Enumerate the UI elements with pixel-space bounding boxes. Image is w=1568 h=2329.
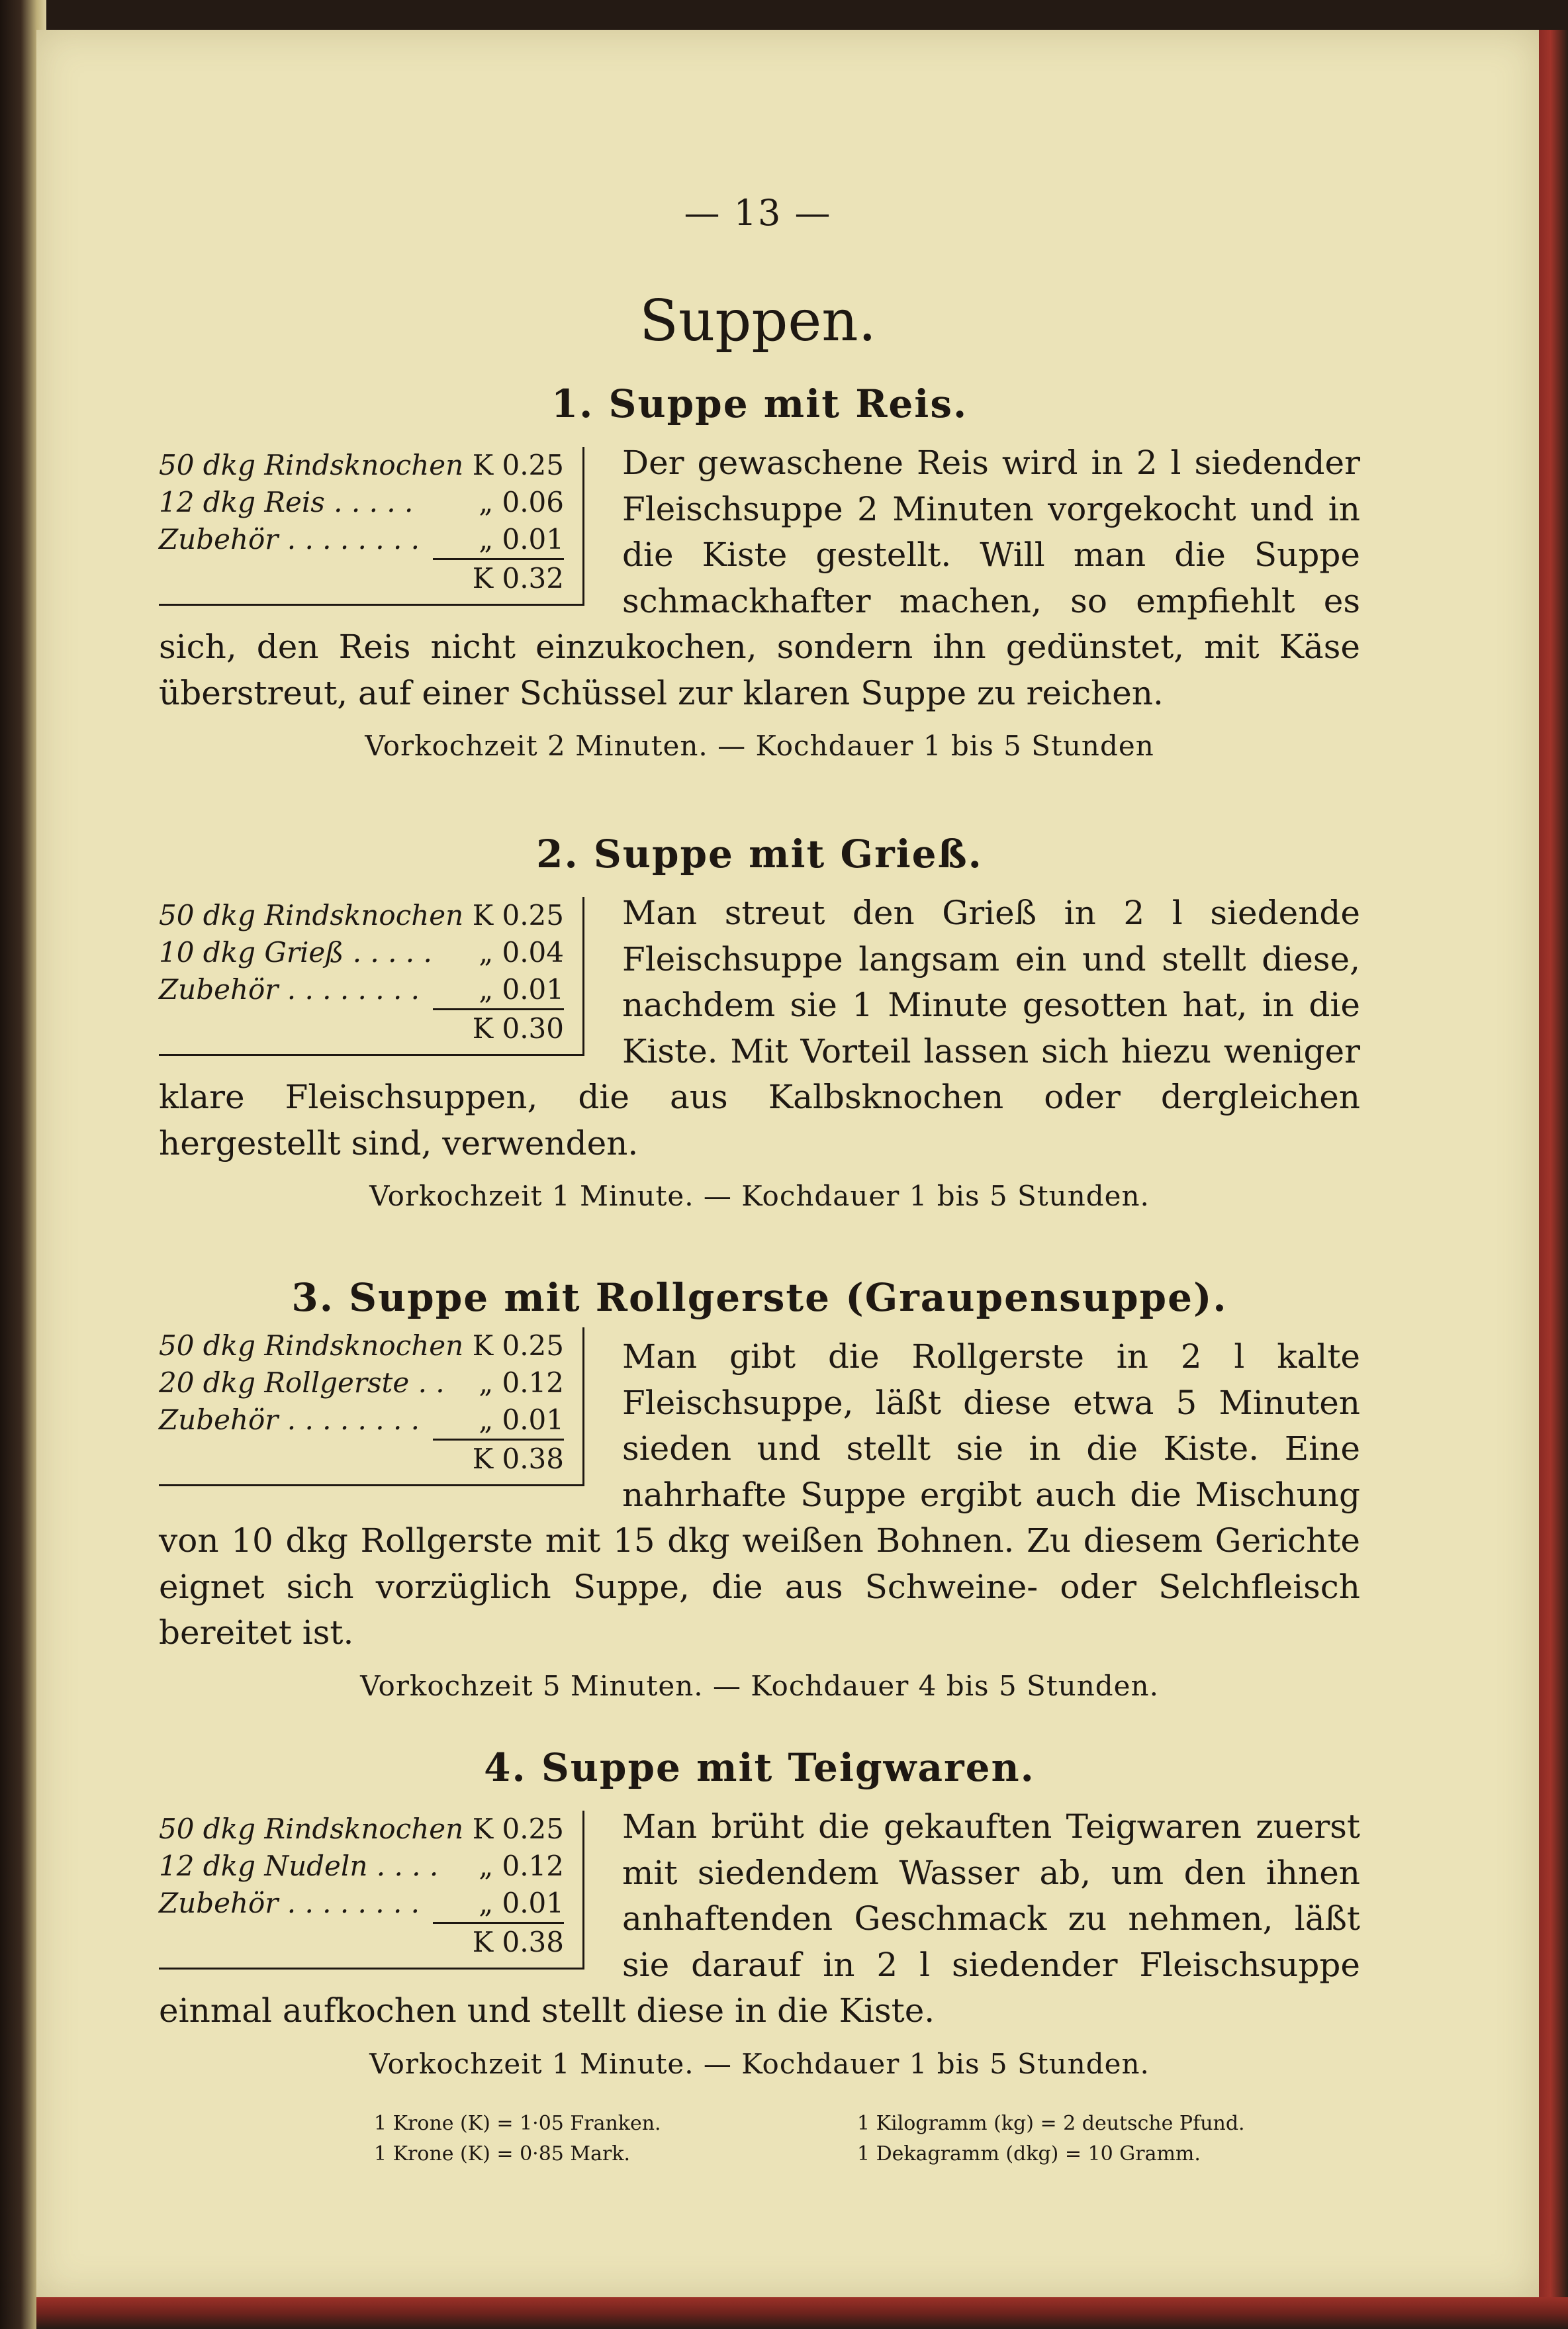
ingredient-cost: K 0.25 [472,449,564,481]
ingredient-cost: „ 0.04 [479,936,564,969]
cooking-time-note: Vorkochzeit 1 Minute. — Kochdauer 1 bis 5 Stunden. [369,1180,1150,1212]
ingredient-row [159,1811,582,1848]
total-cost: K 0.32 [433,558,564,597]
cooking-time-note: Vorkochzeit 2 Minuten. — Kochdauer 1 bis 5 Stunden [365,730,1154,762]
recipe-text-content: Man streut den Grieß in 2 l siedende Fleischsuppe langsam ein und stellt diese, nachdem sie 1 Minute gesotten hat, in die Kiste. Mit Vorteil lassen sich hiezu weniger klare Fleischsuppen, die aus Kalbsknochen oder dergleichen hergestellt sind, verwenden. [159,894,1360,1163]
footnote-kilogramm: 1 Kilogramm (kg) = 2 deutsche Pfund. [857,2112,1245,2135]
ingredient-name: 10 dkg Grieß . . . . . [159,936,432,969]
ingredient-total [159,1008,582,1047]
recipe-3 [159,1268,1360,1702]
ingredient-row [159,1402,582,1439]
ingredient-total [159,1922,582,1961]
ingredients-box [159,1327,584,1486]
recipe-title: 4. Suppe mit Teigwaren. [484,1745,1035,1790]
ingredient-cost: K 0.25 [472,899,564,931]
ingredient-name: 50 dkg Rindsknochen [159,1813,464,1845]
recipe-text-content: Man gibt die Rollgerste in 2 l kalte Fleischsuppe, läßt diese etwa 5 Minuten sieden und stellt sie in die Kiste. Eine nahrhafte Suppe ergibt auch die Mischung von 10 dkg Rollgerste mit 15 dkg weißen Bohnen. Zu diesem Gerichte eignet sich vorzüglich Suppe, die aus Schweine- oder Selchfleisch bereitet ist. [159,1337,1360,1652]
ingredient-name: 50 dkg Rindsknochen [159,449,464,481]
footnote-krone-franken: 1 Krone (K) = 1·05 Franken. [374,2112,661,2135]
book-page [36,30,1539,2297]
ingredient-name: Zubehör . . . . . . . . [159,973,420,1006]
ingredient-cost: „ 0.06 [479,486,564,518]
recipe-4 [159,1738,1360,2080]
ingredients-box [159,447,584,606]
chapter-title: Suppen. [639,288,877,354]
ingredient-row [159,1885,582,1922]
recipe-title: 1. Suppe mit Reis. [551,381,968,426]
cooking-time-note: Vorkochzeit 1 Minute. — Kochdauer 1 bis 5 Stunden. [369,2047,1150,2080]
total-cost: K 0.38 [433,1922,564,1961]
page-number: — 13 — [684,192,832,234]
ingredient-cost: „ 0.12 [479,1366,564,1399]
ingredients-box [159,1811,584,1970]
ingredient-row [159,934,582,971]
book-edge-bottom [36,2297,1568,2329]
ingredient-cost: „ 0.01 [479,1887,564,1919]
ingredient-row [159,1848,582,1885]
ingredient-total [159,558,582,597]
ingredient-name: 50 dkg Rindsknochen [159,899,464,931]
ingredient-name: 50 dkg Rindsknochen [159,1329,464,1362]
ingredient-name: Zubehör . . . . . . . . [159,1887,420,1919]
ingredient-row [159,521,582,558]
ingredient-row [159,1327,582,1364]
ingredient-name: 20 dkg Rollgerste . . [159,1366,445,1399]
cooking-time-note: Vorkochzeit 5 Minuten. — Kochdauer 4 bis 5 Stunden. [360,1669,1159,1702]
ingredient-name: 12 dkg Reis . . . . . [159,486,414,518]
total-cost: K 0.38 [433,1439,564,1478]
footnote-krone-mark: 1 Krone (K) = 0·85 Mark. [374,2142,631,2165]
recipe-text-content: Man brüht die gekauften Teigwaren zuerst mit siedendem Wasser ab, um den ihnen anhaftenden Geschmack zu nehmen, läßt sie darauf in 2 l siedender Fleischsuppe einmal aufkochen und stellt diese in die Kiste. [159,1807,1360,2030]
recipe-title: 3. Suppe mit Rollgerste (Graupensuppe). [291,1275,1228,1320]
ingredient-cost: K 0.25 [472,1813,564,1845]
ingredient-cost: „ 0.12 [479,1850,564,1882]
recipe-text-content: Der gewaschene Reis wird in 2 l siedender Fleischsuppe 2 Minuten vorgekocht und in die Kiste gestellt. Will man die Suppe schmackhafter machen, so empfiehlt es sich, den Reis nicht einzukochen, sondern ihn gedünstet, mit Käse überstreut, auf einer Schüssel zur klaren Suppe zu reichen. [159,444,1360,712]
ingredient-cost: „ 0.01 [479,973,564,1006]
ingredient-row [159,1364,582,1402]
recipe-title: 2. Suppe mit Grieß. [536,832,983,877]
recipe-1 [159,374,1360,762]
ingredient-row [159,484,582,521]
total-cost: K 0.30 [433,1008,564,1047]
ingredient-cost: K 0.25 [472,1329,564,1362]
ingredient-row [159,447,582,484]
ingredient-name: Zubehör . . . . . . . . [159,523,420,555]
ingredient-cost: „ 0.01 [479,523,564,555]
ingredient-total [159,1439,582,1478]
book-edge-right [1539,30,1568,2327]
currency-footnote [374,2109,1301,2169]
ingredients-box [159,897,584,1056]
ingredient-cost: „ 0.01 [479,1403,564,1436]
ingredient-name: Zubehör . . . . . . . . [159,1403,420,1436]
footnote-dekagramm: 1 Dekagramm (dkg) = 10 Gramm. [857,2142,1201,2165]
ingredient-name: 12 dkg Nudeln . . . . [159,1850,439,1882]
ingredient-row [159,971,582,1008]
recipe-2 [159,824,1360,1212]
ingredient-row [159,897,582,934]
